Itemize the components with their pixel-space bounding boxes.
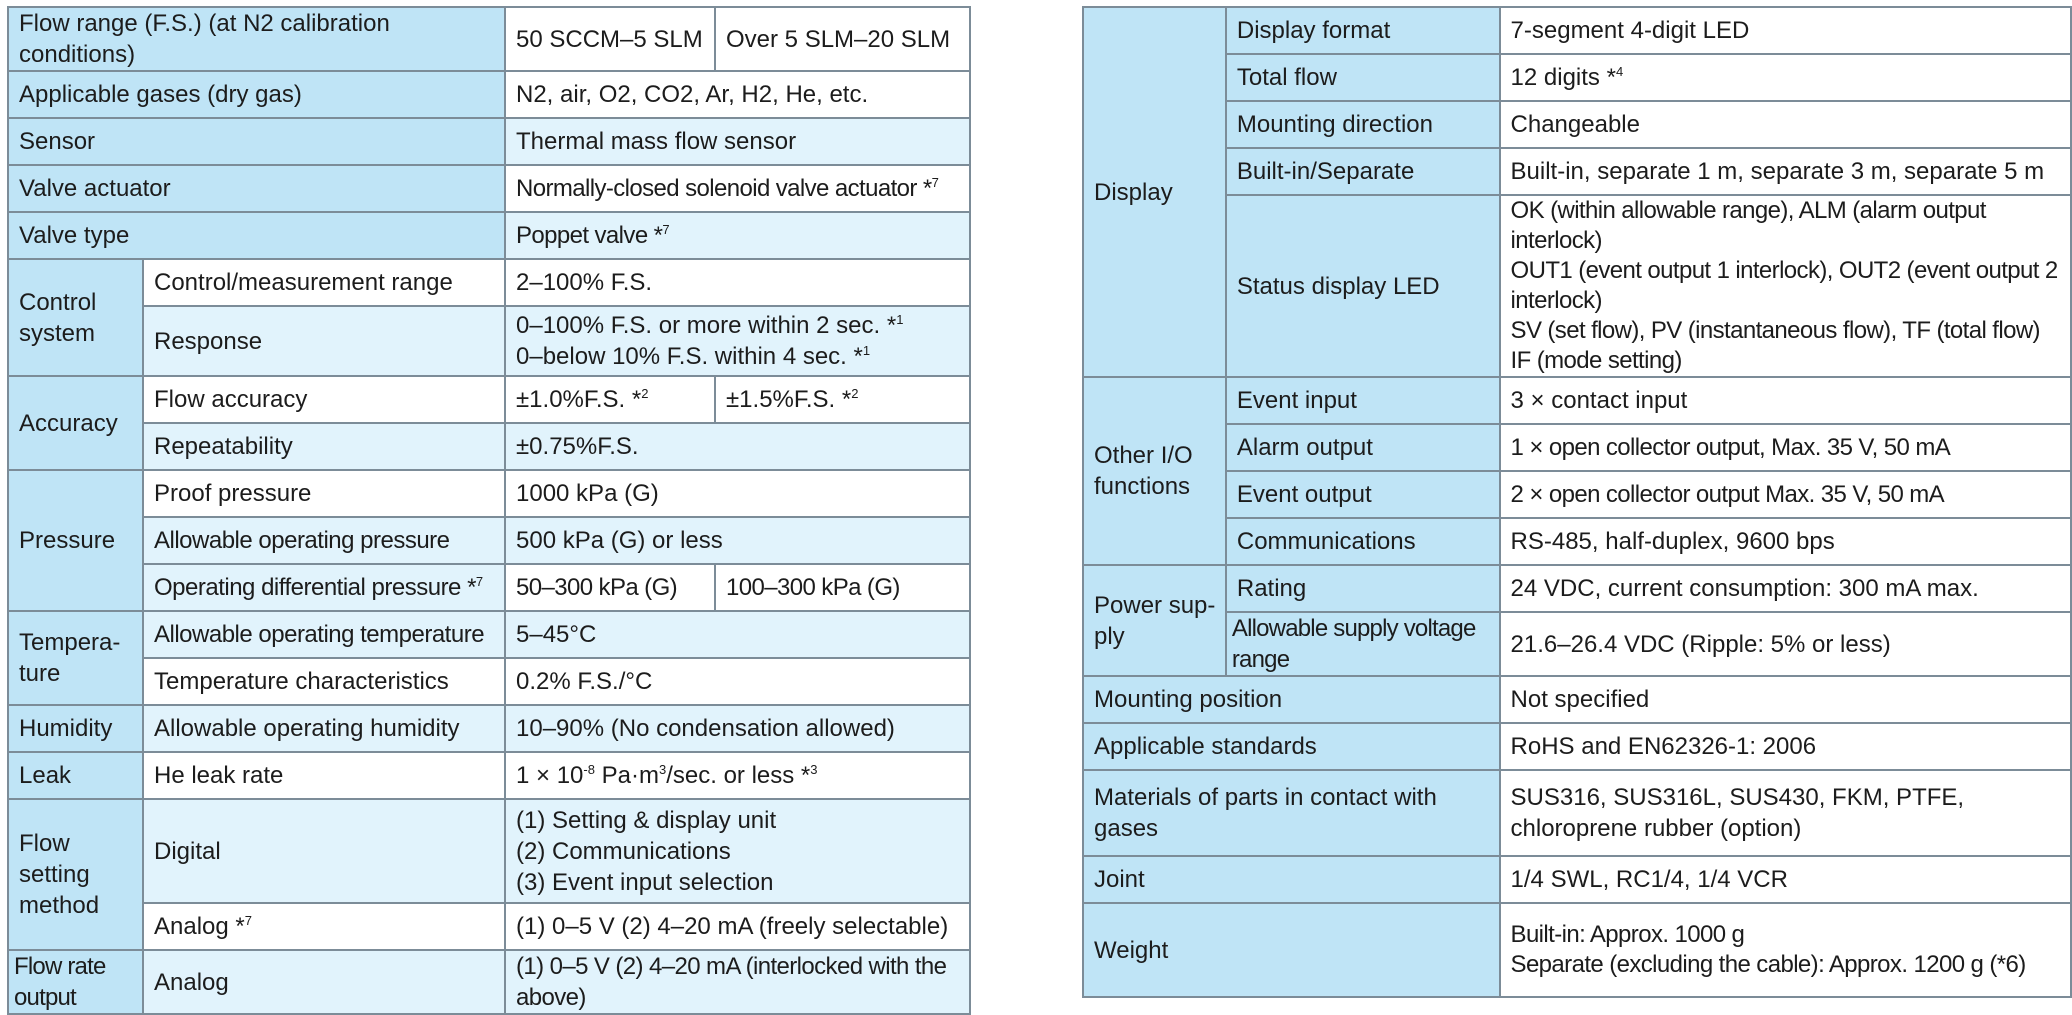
table-row: [1083, 676, 2071, 723]
event-output-value: 2 × open collector output Max. 35 V, 50 mA: [1500, 471, 2071, 518]
proof-pressure-value: 1000 kPa (G): [505, 470, 970, 517]
control-group: Control system: [8, 259, 143, 376]
table-row: [8, 799, 970, 903]
table-row: [8, 306, 970, 376]
humidity-group: Humidity: [8, 705, 143, 752]
table-row: [8, 212, 970, 259]
table-row: [8, 165, 970, 212]
table-row: [8, 705, 970, 752]
weight-value: Built-in: Approx. 1000 g Separate (excluding the cable): Approx. 1200 g (*6): [1500, 903, 2071, 997]
table-row: [8, 611, 970, 658]
power-group: Power sup-ply: [1083, 565, 1226, 676]
table-row: [1083, 424, 2071, 471]
materials-value: SUS316, SUS316L, SUS430, FKM, PTFE, chloroprene rubber (option): [1500, 770, 2071, 856]
joint-value: 1/4 SWL, RC1/4, 1/4 VCR: [1500, 856, 2071, 903]
allowable-pressure-label: Allowable operating pressure: [143, 517, 505, 564]
table-row: [1083, 518, 2071, 565]
display-format-value: 7-segment 4-digit LED: [1500, 7, 2071, 54]
flow-output-group: Flow rate output: [8, 950, 143, 1014]
display-format-label: Display format: [1226, 7, 1500, 54]
table-row: [1083, 903, 2071, 997]
status-led-value: OK (within allowable range), ALM (alarm output interlock) OUT1 (event output 1 interlock), OUT2 (event output 2 interlock) SV (set flow), PV (instantaneous flow), TF (total flow) IF (mode setting): [1500, 195, 2071, 377]
valve-actuator-label: Valve actuator: [8, 165, 505, 212]
table-row: [8, 752, 970, 799]
control-range-label: Control/measurement range: [143, 259, 505, 306]
table-row: [8, 470, 970, 517]
event-output-label: Event output: [1226, 471, 1500, 518]
table-row: [8, 517, 970, 564]
op-temperature-value: 5–45°C: [505, 611, 970, 658]
materials-label: Materials of parts in contact with gases: [1083, 770, 1500, 856]
table-row: [1083, 723, 2071, 770]
table-row: [8, 118, 970, 165]
flow-accuracy-value-2: ±1.5%F.S. *$^2$: [715, 376, 970, 423]
pressure-group: Pressure: [8, 470, 143, 611]
flow-output-value: (1) 0–5 V (2) 4–20 mA (interlocked with the above): [505, 950, 970, 1014]
leak-label: He leak rate: [143, 752, 505, 799]
leak-value: $1 \times 10^{-8}$ $Pa\cdot m^3/\sec$. or less *$^3$: [505, 752, 970, 799]
total-flow-value: 12 digits *$^4$: [1500, 54, 2071, 101]
alarm-output-label: Alarm output: [1226, 424, 1500, 471]
table-row: [8, 564, 970, 611]
gases-value: N2, air, O2, CO2, Ar, H2, He, etc.: [505, 71, 970, 118]
repeatability-value: ±0.75%F.S.: [505, 423, 970, 470]
table-row: [1083, 565, 2071, 612]
rating-value: 24 VDC, current consumption: 300 mA max.: [1500, 565, 2071, 612]
status-led-label: Status display LED: [1226, 195, 1500, 377]
table-row: [1083, 54, 2071, 101]
sensor-label: Sensor: [8, 118, 505, 165]
diff-pressure-label: Operating differential pressure *$^7$: [143, 564, 505, 611]
table-row: [1083, 148, 2071, 195]
accuracy-group: Accuracy: [8, 376, 143, 470]
diff-pressure-value-2: 100–300 kPa (G): [715, 564, 970, 611]
display-group: Display: [1083, 7, 1226, 377]
builtin-separate-value: Built-in, separate 1 m, separate 3 m, separate 5 m: [1500, 148, 2071, 195]
event-input-label: Event input: [1226, 377, 1500, 424]
digital-value: (1) Setting & display unit (2) Communications (3) Event input selection: [505, 799, 970, 903]
total-flow-label: Total flow: [1226, 54, 1500, 101]
mounting-direction-label: Mounting direction: [1226, 101, 1500, 148]
flow-setting-group: Flow setting method: [8, 799, 143, 950]
table-row: [1083, 195, 2071, 377]
response-label: Response: [143, 306, 505, 376]
table-row: [1083, 612, 2071, 676]
control-range-value: 2–100% F.S.: [505, 259, 970, 306]
humidity-label: Allowable operating humidity: [143, 705, 505, 752]
valve-type-value: Poppet valve *$^7$: [505, 212, 970, 259]
io-group: Other I/O functions: [1083, 377, 1226, 565]
table-row: [1083, 377, 2071, 424]
alarm-output-value: 1 × open collector output, Max. 35 V, 50 mA: [1500, 424, 2071, 471]
valve-actuator-value: Normally-closed solenoid valve actuator *$^7$: [505, 165, 970, 212]
op-temperature-label: Allowable operating temperature: [143, 611, 505, 658]
supply-range-label: Allowable supply voltage range: [1226, 612, 1500, 676]
mounting-position-value: Not specified: [1500, 676, 2071, 723]
right-spec-table: [1082, 6, 2072, 998]
weight-label: Weight: [1083, 903, 1500, 997]
rating-label: Rating: [1226, 565, 1500, 612]
table-row: [8, 71, 970, 118]
builtin-separate-label: Built-in/Separate: [1226, 148, 1500, 195]
left-spec-table: [7, 6, 971, 1015]
table-row: [8, 259, 970, 306]
table-row: [8, 950, 970, 1014]
supply-range-value: 21.6–26.4 VDC (Ripple: 5% or less): [1500, 612, 2071, 676]
analog-setting-value: (1) 0–5 V (2) 4–20 mA (freely selectable): [505, 903, 970, 950]
flow-accuracy-label: Flow accuracy: [143, 376, 505, 423]
table-row: [1083, 471, 2071, 518]
temperature-group: Tempera-ture: [8, 611, 143, 705]
mounting-direction-value: Changeable: [1500, 101, 2071, 148]
table-row: [8, 7, 970, 71]
sensor-value: Thermal mass flow sensor: [505, 118, 970, 165]
communications-value: RS-485, half-duplex, 9600 bps: [1500, 518, 2071, 565]
flow-output-label: Analog: [143, 950, 505, 1014]
humidity-value: 10–90% (No condensation allowed): [505, 705, 970, 752]
event-input-value: 3 × contact input: [1500, 377, 2071, 424]
table-row: [8, 376, 970, 423]
table-row: [1083, 856, 2071, 903]
communications-label: Communications: [1226, 518, 1500, 565]
flow-accuracy-value-1: ±1.0%F.S. *$^2$: [505, 376, 715, 423]
valve-type-label: Valve type: [8, 212, 505, 259]
standards-label: Applicable standards: [1083, 723, 1500, 770]
table-row: [8, 423, 970, 470]
proof-pressure-label: Proof pressure: [143, 470, 505, 517]
temp-char-label: Temperature characteristics: [143, 658, 505, 705]
flow-range-value-1: 50 SCCM–5 SLM: [505, 7, 715, 71]
digital-label: Digital: [143, 799, 505, 903]
table-row: [8, 903, 970, 950]
response-value: 0–100% F.S. or more within 2 sec. *$^1$ 0–below 10% F.S. within 4 sec. *$^1$: [505, 306, 970, 376]
repeatability-label: Repeatability: [143, 423, 505, 470]
temp-char-value: 0.2% F.S./°C: [505, 658, 970, 705]
table-row: [1083, 7, 2071, 54]
mounting-position-label: Mounting position: [1083, 676, 1500, 723]
standards-value: RoHS and EN62326-1: 2006: [1500, 723, 2071, 770]
analog-setting-label: Analog *$^7$: [143, 903, 505, 950]
table-row: [1083, 101, 2071, 148]
gases-label: Applicable gases (dry gas): [8, 71, 505, 118]
table-row: [1083, 770, 2071, 856]
table-row: [8, 658, 970, 705]
joint-label: Joint: [1083, 856, 1500, 903]
diff-pressure-value-1: 50–300 kPa (G): [505, 564, 715, 611]
leak-group: Leak: [8, 752, 143, 799]
allowable-pressure-value: 500 kPa (G) or less: [505, 517, 970, 564]
flow-range-label: Flow range (F.S.) (at N2 calibration conditions): [8, 7, 505, 71]
flow-range-value-2: Over 5 SLM–20 SLM: [715, 7, 970, 71]
